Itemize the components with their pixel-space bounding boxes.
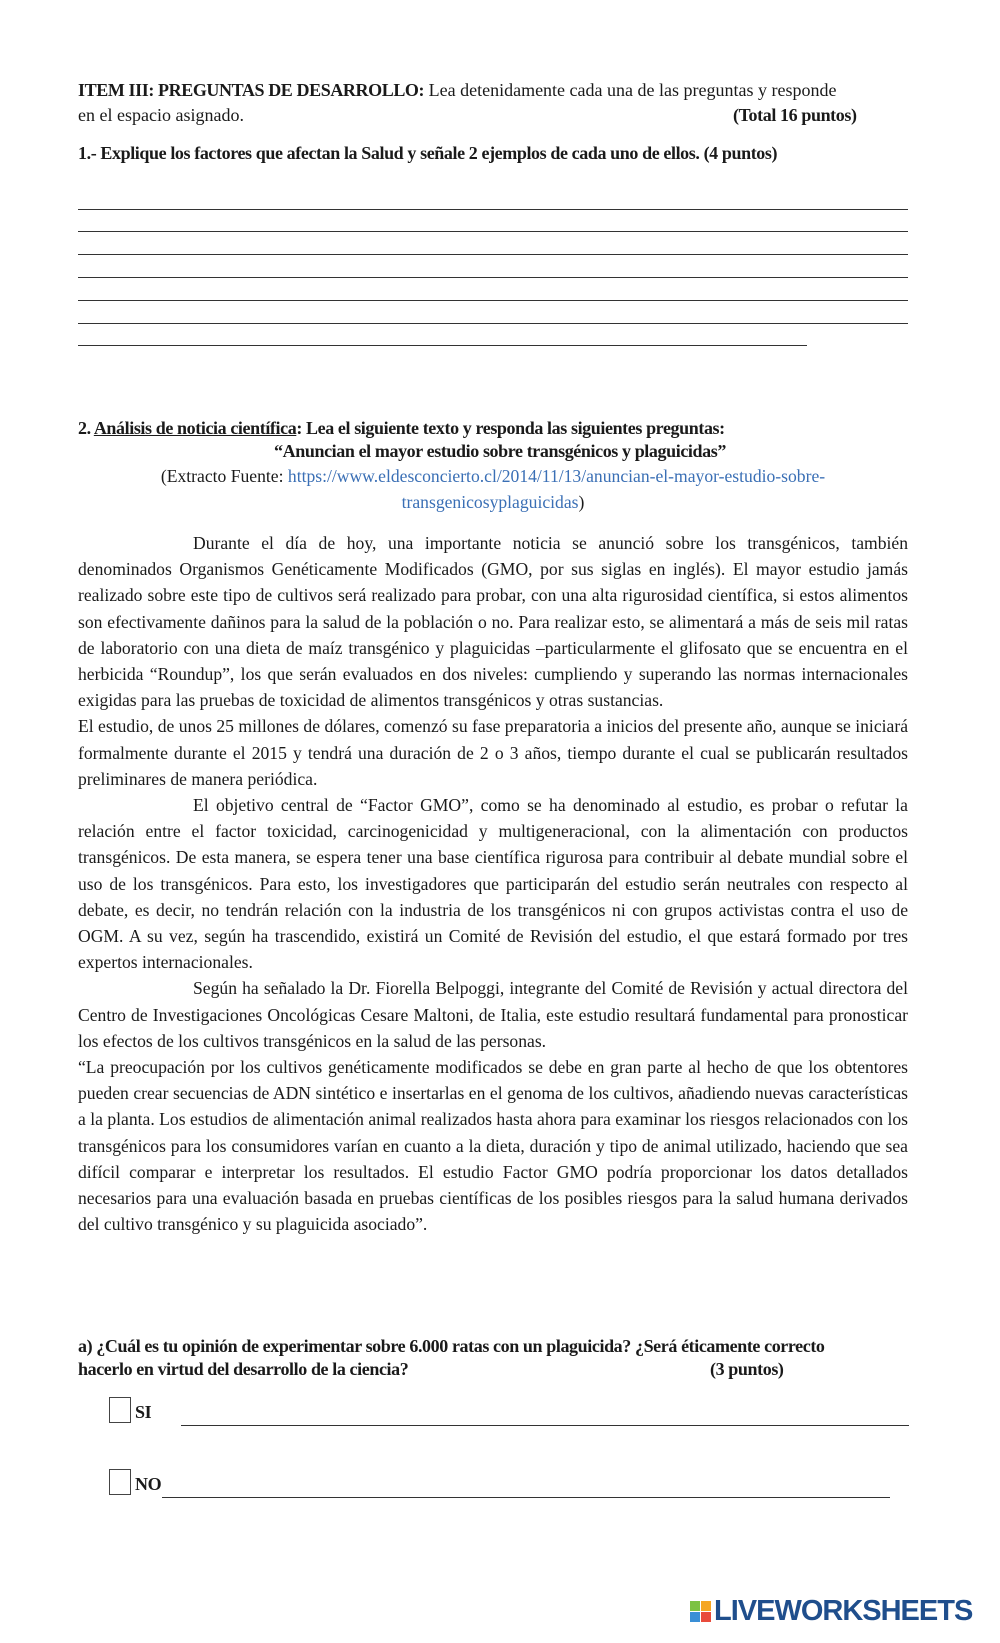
question-2-heading bbox=[78, 418, 725, 439]
question-2-label: Análisis de noticia científica bbox=[93, 418, 297, 438]
instruction-text-2: en el espacio asignado. bbox=[78, 105, 244, 125]
article-body bbox=[78, 530, 908, 1237]
question-1: 1.- Explique los factores que afectan la Salud y señale 2 ejemplos de cada uno de ellos. (4 puntos) bbox=[78, 143, 778, 163]
article-paragraph: Según ha señalado la Dr. Fiorella Belpoggi, integrante del Comité de Revisión y actual directora del Centro de Investigaciones Oncológicas Cesare Maltoni, de Italia, este estudio resultará fundamental para pronosticar los efectos de los cultivos transgénicos en la salud de las personas. bbox=[78, 978, 908, 1051]
question-a-line-2: hacerlo en virtud del desarrollo de la ciencia? bbox=[78, 1359, 409, 1379]
answer-line-si[interactable] bbox=[181, 1425, 909, 1426]
option-si[interactable] bbox=[109, 1397, 151, 1423]
checkbox-no[interactable] bbox=[109, 1469, 131, 1495]
answer-line-2[interactable] bbox=[78, 231, 908, 232]
item-header bbox=[78, 80, 908, 101]
answer-line-4[interactable] bbox=[78, 277, 908, 278]
source-suffix: ) bbox=[578, 492, 585, 512]
source-prefix: (Extracto Fuente: bbox=[160, 466, 288, 486]
option-si-label: SI bbox=[135, 1402, 152, 1422]
source-link-cont[interactable]: transgenicosyplaguicidas bbox=[401, 492, 579, 512]
logo-mark-icon bbox=[690, 1601, 711, 1622]
answer-line-no[interactable] bbox=[162, 1497, 890, 1498]
question-2-number: 2. bbox=[78, 418, 94, 438]
answer-line-1[interactable] bbox=[78, 209, 908, 210]
checkbox-si[interactable] bbox=[109, 1397, 131, 1423]
article-paragraph: “La preocupación por los cultivos genéticamente modificados se debe en gran parte al hecho de que los obtentores pueden crear secuencias de ADN sintético e insertarlas en el genoma de los cultivos, añadiendo nuevas características a la planta. Los estudios de alimentación animal realizados hasta ahora para examinar los riesgos relacionados con los transgénicos para los consumidores varían en cuanto a la dieta, duración y tipo de animal utilizado, haciendo que sea difícil comparar e interpretar los resultados. El estudio Factor GMO podría proporcionar los datos detallados necesarios para una evaluación basada en pruebas científicas de los posibles riesgos para la salud humana derivados del cultivo transgénico y su plaguicida asociado”. bbox=[78, 1057, 908, 1235]
answer-line-7[interactable] bbox=[78, 345, 807, 346]
answer-line-6[interactable] bbox=[78, 323, 908, 324]
option-no[interactable] bbox=[109, 1469, 161, 1495]
article-paragraph: Durante el día de hoy, una importante noticia se anunció sobre los transgénicos, también denominados Organismos Genéticamente Modificados (GMO, por sus siglas en inglés). El mayor estudio jamás realizado sobre este tipo de cultivos será realizado para probar, con una alta rigurosidad científica, si estos alimentos son efectivamente dañinos para la salud de la población o no. Para realizar esto, se alimentará a más de seis mil ratas de laboratorio con una dieta de maíz transgénico y plaguicidas –particularmente el glifosato que se encuentra en el herbicida “Roundup”, los que serán evaluados en dos niveles: cumpliendo y superando las normas internacionales exigidas para las pruebas de toxicidad de alimentos transgénicos y otras sustancias. bbox=[78, 533, 908, 711]
answer-line-5[interactable] bbox=[78, 300, 908, 301]
question-a-points: (3 puntos) bbox=[710, 1359, 784, 1379]
logo-text: LIVEWORKSHEETS bbox=[714, 1595, 973, 1627]
question-a-line-1: a) ¿Cuál es tu opinión de experimentar sobre 6.000 ratas con un plaguicida? ¿Será éticamente correcto bbox=[78, 1336, 825, 1356]
liveworksheets-logo bbox=[690, 1595, 972, 1628]
question-2-instruction: : Lea el siguiente texto y responda las siguientes preguntas: bbox=[296, 418, 725, 438]
source-link[interactable]: https://www.eldesconcierto.cl/2014/11/13/anuncian-el-mayor-estudio-sobre- bbox=[287, 466, 826, 486]
article-paragraph: El estudio, de unos 25 millones de dólares, comenzó su fase preparatoria a inicios del presente año, aunque se iniciará formalmente durante el 2015 y tendrá una duración de 2 o 3 años, tiempo durante el cual se publicarán resultados preliminares de manera periódica. bbox=[78, 716, 908, 789]
instruction-text: Lea detenidamente cada una de las preguntas y responde bbox=[424, 80, 837, 100]
article-paragraph: El objetivo central de “Factor GMO”, como se ha denominado al estudio, es probar o refutar la relación entre el factor toxicidad, carcinogenicidad y multigeneracional, con la alimentación con productos transgénicos. De esta manera, se espera tener una base científica rigurosa para contribuir al debate mundial sobre el uso de los transgénicos. Para esto, los investigadores que participarán del estudio serán neutrales con respecto al debate, es decir, no tendrán relación con la industria de los transgénicos ni con grupos activistas contra el uso de OGM. A su vez, según ha trascendido, existirá un Comité de Revisión del estudio, el que estará formado por tres expertos internacionales. bbox=[78, 795, 908, 973]
option-no-label: NO bbox=[135, 1474, 162, 1494]
answer-line-3[interactable] bbox=[78, 254, 908, 255]
article-title: “Anuncian el mayor estudio sobre transgénicos y plaguicidas” bbox=[274, 441, 726, 461]
total-points: (Total 16 puntos) bbox=[733, 105, 857, 125]
item-title: ITEM III: PREGUNTAS DE DESARROLLO: bbox=[78, 80, 425, 100]
article-source bbox=[78, 463, 908, 515]
